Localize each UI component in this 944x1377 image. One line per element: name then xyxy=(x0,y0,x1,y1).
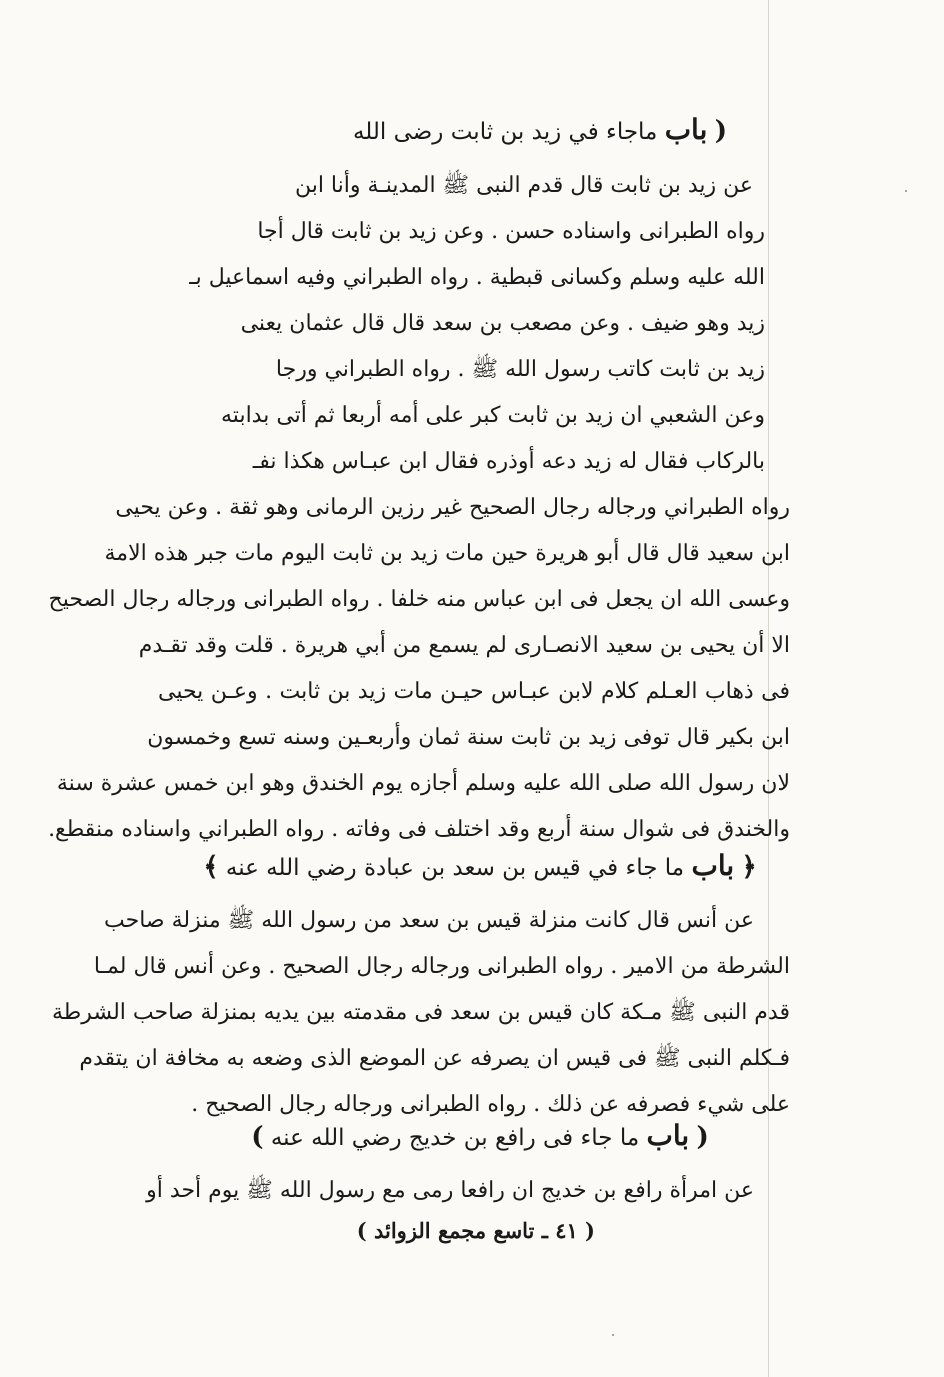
text-line: زيد وهو ضيف . وعن مصعب بن سعد قال قال عثمان يعنى xyxy=(240,311,765,336)
text-line: رواه الطبرانى واسناده حسن . وعن زيد بن ثابت قال أجا xyxy=(257,219,765,244)
text-line: لان رسول الله صلى الله عليه وسلم أجازه يوم الخندق وهو ابن خمس عشرة سنة xyxy=(56,771,790,796)
text-line: زيد بن ثابت كاتب رسول الله ﷺ . رواه الطبراني ورجا xyxy=(275,357,765,382)
section-heading-qays xyxy=(200,842,760,890)
text-line: عن أنس قال كانت منزلة قيس بن سعد من رسول الله ﷺ منزلة صاحب xyxy=(104,908,754,933)
text-line: الا أن يحيى بن سعيد الانصـارى لم يسمع من أبي هريرة . قلت وقد تقـدم xyxy=(138,633,790,658)
text-line: على شيء فصرفه عن ذلك . رواه الطبرانى ورجاله رجال الصحيح . xyxy=(191,1092,790,1117)
text-line: الشرطة من الامير . رواه الطبرانى ورجاله رجال الصحيح . وعن أنس قال لمـا xyxy=(93,954,790,979)
paragraph-rafi xyxy=(146,1168,790,1214)
text-line: ابن سعيد قال قال أبو هريرة حين مات زيد بن ثابت اليوم مات جبر هذه الامة xyxy=(104,541,790,566)
volume-signature: ( ٤١ ـ تاسع مجمع الزوائد ) xyxy=(356,1218,595,1243)
text-line: رواه الطبراني ورجاله رجال الصحيح غير رزين الرمانى وهو ثقة . وعن يحيى xyxy=(115,495,790,520)
heading-title: ما جاء فى رافع بن خديج رضي الله عنه xyxy=(270,1125,640,1151)
heading-title: ماجاء في زيد بن ثابت رضى الله xyxy=(352,119,658,145)
text-line: الله عليه وسلم وكسانى قبطية . رواه الطبراني وفيه اسماعيل بـ xyxy=(189,265,765,290)
heading-keyword: باب xyxy=(691,849,735,882)
text-line: عن زيد بن ثابت قال قدم النبى ﷺ المدينـة وأنا ابن xyxy=(294,173,753,198)
section-heading-rafi xyxy=(215,1112,745,1160)
heading-title: ما جاء في قيس بن سعد بن عبادة رضي الله عنه xyxy=(225,855,685,881)
text-line: بالركاب فقال له زيد دعه أوذره فقال ابن عبـاس هكذا نفـ xyxy=(252,449,765,474)
text-line: ابن بكير قال توفى زيد بن ثابت سنة ثمان وأربعـين وسنه تسع وخمسون xyxy=(147,725,790,750)
heading-keyword: باب xyxy=(646,1119,690,1152)
paragraph-qays xyxy=(52,898,790,1128)
heading-keyword: باب xyxy=(664,113,708,146)
heading-paren-open: ( xyxy=(696,1122,709,1152)
text-line: قدم النبى ﷺ مـكة كان قيس بن سعد فى مقدمته بين يديه بمنزلة صاحب الشرطة xyxy=(52,1000,790,1025)
heading-paren-open: ﴿ xyxy=(741,852,757,882)
scan-speck xyxy=(905,190,907,192)
text-line: وعسى الله ان يجعل فى ابن عباس منه خلفا . رواه الطبرانى ورجاله رجال الصحيح xyxy=(48,587,790,612)
text-line: عن امرأة رافع بن خديج ان رافعا رمى مع رسول الله ﷺ يوم أحد أو xyxy=(146,1178,754,1203)
paragraph-zayd-narrow xyxy=(189,163,765,485)
heading-paren-open: ( xyxy=(714,116,727,146)
heading-paren-close: ) xyxy=(251,1122,264,1152)
scan-speck xyxy=(612,1334,614,1336)
text-line: وعن الشعبي ان زيد بن ثابت كبر على أمه أربعا ثم أتى بدابته xyxy=(221,403,765,428)
section-heading-zayd xyxy=(312,106,727,154)
text-line: والخندق فى شوال سنة أربع وقد اختلف فى وفاته . رواه الطبراني واسناده منقطع. xyxy=(48,817,790,842)
paragraph-zayd-wide xyxy=(48,485,790,853)
text-line: فـكلم النبى ﷺ فى قيس ان يصرفه عن الموضع الذى وضعه به مخافة ان يتقدم xyxy=(79,1046,790,1071)
text-line: فى ذهاب العـلم كلام لابن عبـاس حيـن مات زيد بن ثابت . وعـن يحيى xyxy=(158,679,790,704)
heading-paren-close: ﴾ xyxy=(203,852,219,882)
